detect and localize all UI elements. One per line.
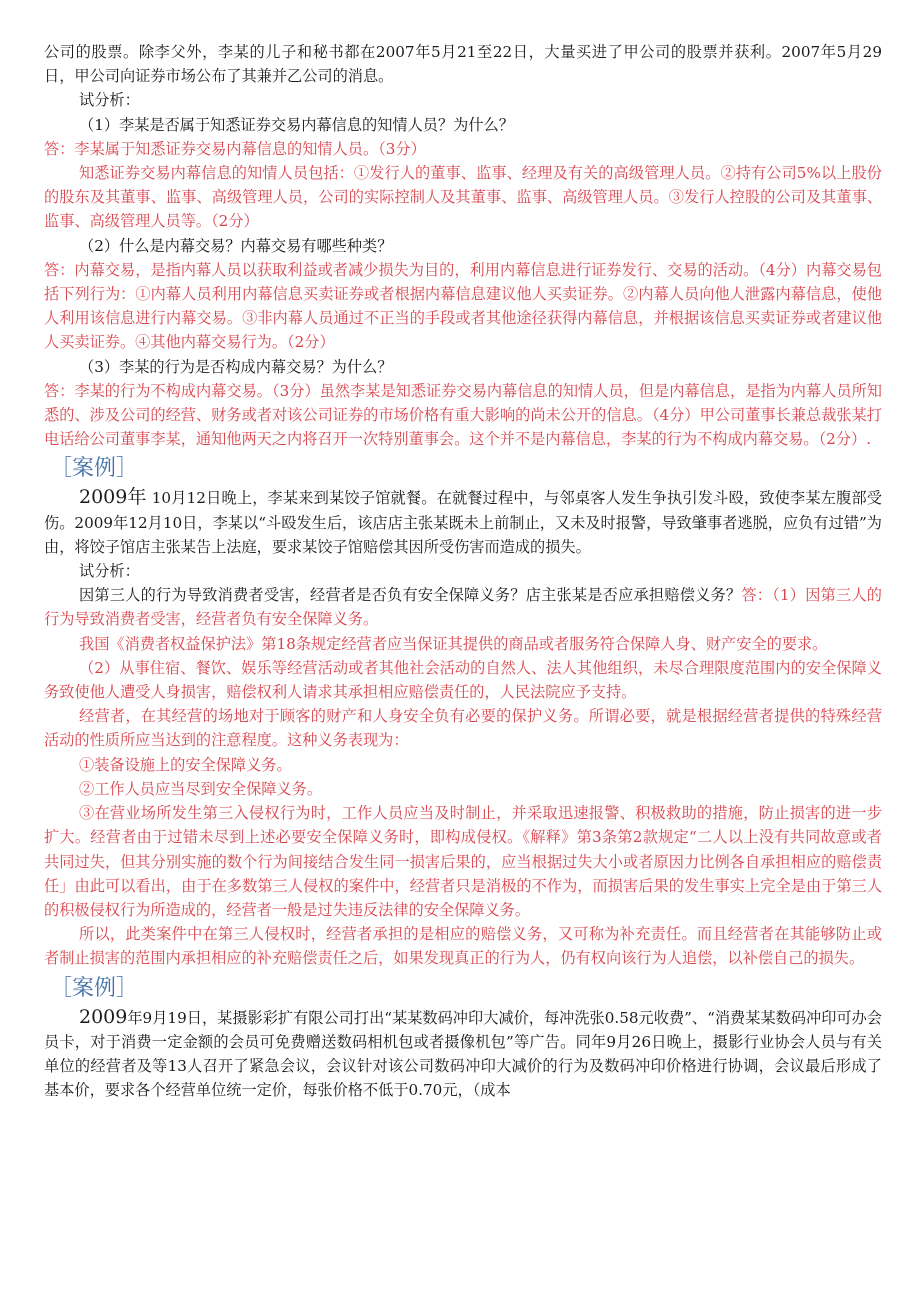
case2-duty-2: ②工作人员应当尽到安全保障义务。 — [79, 779, 322, 798]
case1-question-3: （3）李某的行为是否构成内幕交易？为什么？ — [79, 357, 393, 376]
case-heading-1: ［案例］ — [50, 456, 139, 482]
case1-intro: 公司的股票。除李父外，李某的儿子和秘书都在2007年5月21至22日，大量买进了甲公司的股票并获利。2007年5月29日，甲公司向证券市场公布了其兼并乙公司的消息。 — [44, 43, 882, 86]
case1-question-2: （2）什么是内幕交易？内幕交易有哪些种类？ — [79, 236, 393, 255]
case3-year: 2009 — [79, 1005, 128, 1028]
case2-conclusion: 所以，此类案件中在第三人侵权时，经营者承担的是相应的赔偿义务，又可称为补充责任。而且经营者在其能够防止或者制止损害的范围内承担相应的补充赔偿责任之后，如果发现真正的行为人，仍有权向该行为人追偿，以补偿自己的损失。 — [44, 925, 882, 968]
case2-year: 2009年 — [79, 486, 147, 509]
case2-duty-paragraph: 经营者，在其经营的场地对于顾客的财产和人身安全负有必要的保护义务。所谓必要，就是根据经营者提供的特殊经营活动的性质所应当达到的注意程度。这种义务表现为： — [44, 707, 882, 750]
case2-duty-1: ①装备设施上的安全保障义务。 — [79, 755, 292, 774]
case2-law-paragraph: 我国《消费者权益保护法》第18条规定经营者应当保证其提供的商品或者服务符合保障人身、财产安全的要求。 — [79, 634, 828, 653]
case3-facts — [44, 1005, 882, 1103]
case2-try-label: 试分析： — [79, 562, 140, 581]
case2-question — [44, 583, 882, 631]
case1-answer-2: 答：内幕交易，是指内幕人员以获取利益或者减少损失为目的，利用内幕信息进行证券发行、交易的活动。（4分）内幕交易包括下列行为：①内幕人员利用内幕信息买卖证券或者根据内幕信息建议他人买卖证券。②内幕人员向他人泄露内幕信息，使他人利用该信息进行内幕交易。③非内幕人员通过不正当的手段或者其他途径获得内幕信息，并根据该信息买卖证券或者建议他人买卖证券。④其他内幕交易行为。（2分） — [44, 260, 882, 352]
case2-question-text: 因第三人的行为导致消费者受害，经营者是否负有安全保障义务？店主张某是否应承担赔偿义务？ — [79, 586, 742, 605]
case2-answer-start: 答：（1）因第三人的行为导致消费者受害，经营者负有安全保障义务。 — [44, 586, 882, 629]
case2-point-2: （2）从事住宿、餐饮、娱乐等经营活动或者其他社会活动的自然人、法人其他组织，未尽合理限度范围内的安全保障义务致使他人遭受人身损害，赔偿权利人请求其承担相应赔偿责任的，人民法院应予支持。 — [44, 658, 882, 702]
case1-answer-3: 答：李某的行为不构成内幕交易。（3分）虽然李某是知悉证券交易内幕信息的知情人员，但是内幕信息，是指为内幕人员所知悉的、涉及公司的经营、财务或者对该公司证券的市场价格有重大影响的尚未公开的信息。（4分）甲公司董事长兼总裁张某打电话给公司董事李某，通知他两天之内将召开一次特别董事会。这个并不是内幕信息，李某的行为不构成内幕交易。（2分）. — [44, 381, 882, 449]
case1-question-1: （1）李某是否属于知悉证券交易内幕信息的知情人员？为什么？ — [79, 115, 514, 134]
case2-facts-text: 10月12日晚上，李某来到某饺子馆就餐。在就餐过程中，与邻桌客人发生争执引发斗殴，致使李某左腹部受伤。2009年12月10日，李某以“斗殴发生后，该店店主张某既未上前制止，又未及时报警，导致肇事者逃脱，应负有过错”为由，将饺子馆店主张某告上法庭，要求某饺子馆赔偿其因所受伤害而造成的损失。 — [44, 489, 882, 556]
document-page — [44, 40, 882, 1102]
case1-answer-1-detail: 知悉证券交易内幕信息的知情人员包括：①发行人的董事、监事、经理及有关的高级管理人员。②持有公司5%以上股份的股东及其董事、监事、高级管理人员，公司的实际控制人及其董事、监事、高级管理人员。③发行人控股的公司及其董事、监事、高级管理人员等。（2分） — [44, 164, 882, 231]
case2-facts — [44, 485, 882, 559]
case2-duty-3: ③在营业场所发生第三入侵权行为时，工作人员应当及时制止，并采取迅速报警、积极救助的措施，防止损害的进一步扩大。经营者由于过错未尽到上述必要安全保障义务时，即构成侵权。《解释》第3条第2款规定“二人以上没有共同故意或者共同过失，但其分别实施的数个行为间接结合发生同一损害后果的，应当根据过失大小或者原因力比例各自承担相应的赔偿责任」由此可以看出，由于在多数第三人侵权的案件中，经营者只是消极的不作为，而损害后果的发生事实上完全是由于第三人的积极侵权行为所造成的，经营者一般是过失违反法律的安全保障义务。 — [44, 804, 882, 919]
case-heading-2: ［案例］ — [50, 975, 139, 1001]
case1-try-label: 试分析： — [79, 91, 140, 110]
case1-answer-1: 答：李某属于知悉证券交易内幕信息的知情人员。（3分） — [44, 139, 426, 158]
case3-facts-text: 年9月19日，某摄影彩扩有限公司打出“某某数码冲印大减价，每冲洗张0.58元收费”、“消费某某数码冲印可办会员卡，对于消费一定金额的会员可免费赠送数码相机包或者摄像机包”等广告。同年9月26日晚上，摄影行业协会人员与有关单位的经营者及等13人召开了紧急会议，会议针对该公司数码冲印大减价的行为及数码冲印价格进行协调，会议最后形成了基本价，要求各个经营单位统一定价，每张价格不低于0.70元，（成本 — [44, 1008, 882, 1100]
